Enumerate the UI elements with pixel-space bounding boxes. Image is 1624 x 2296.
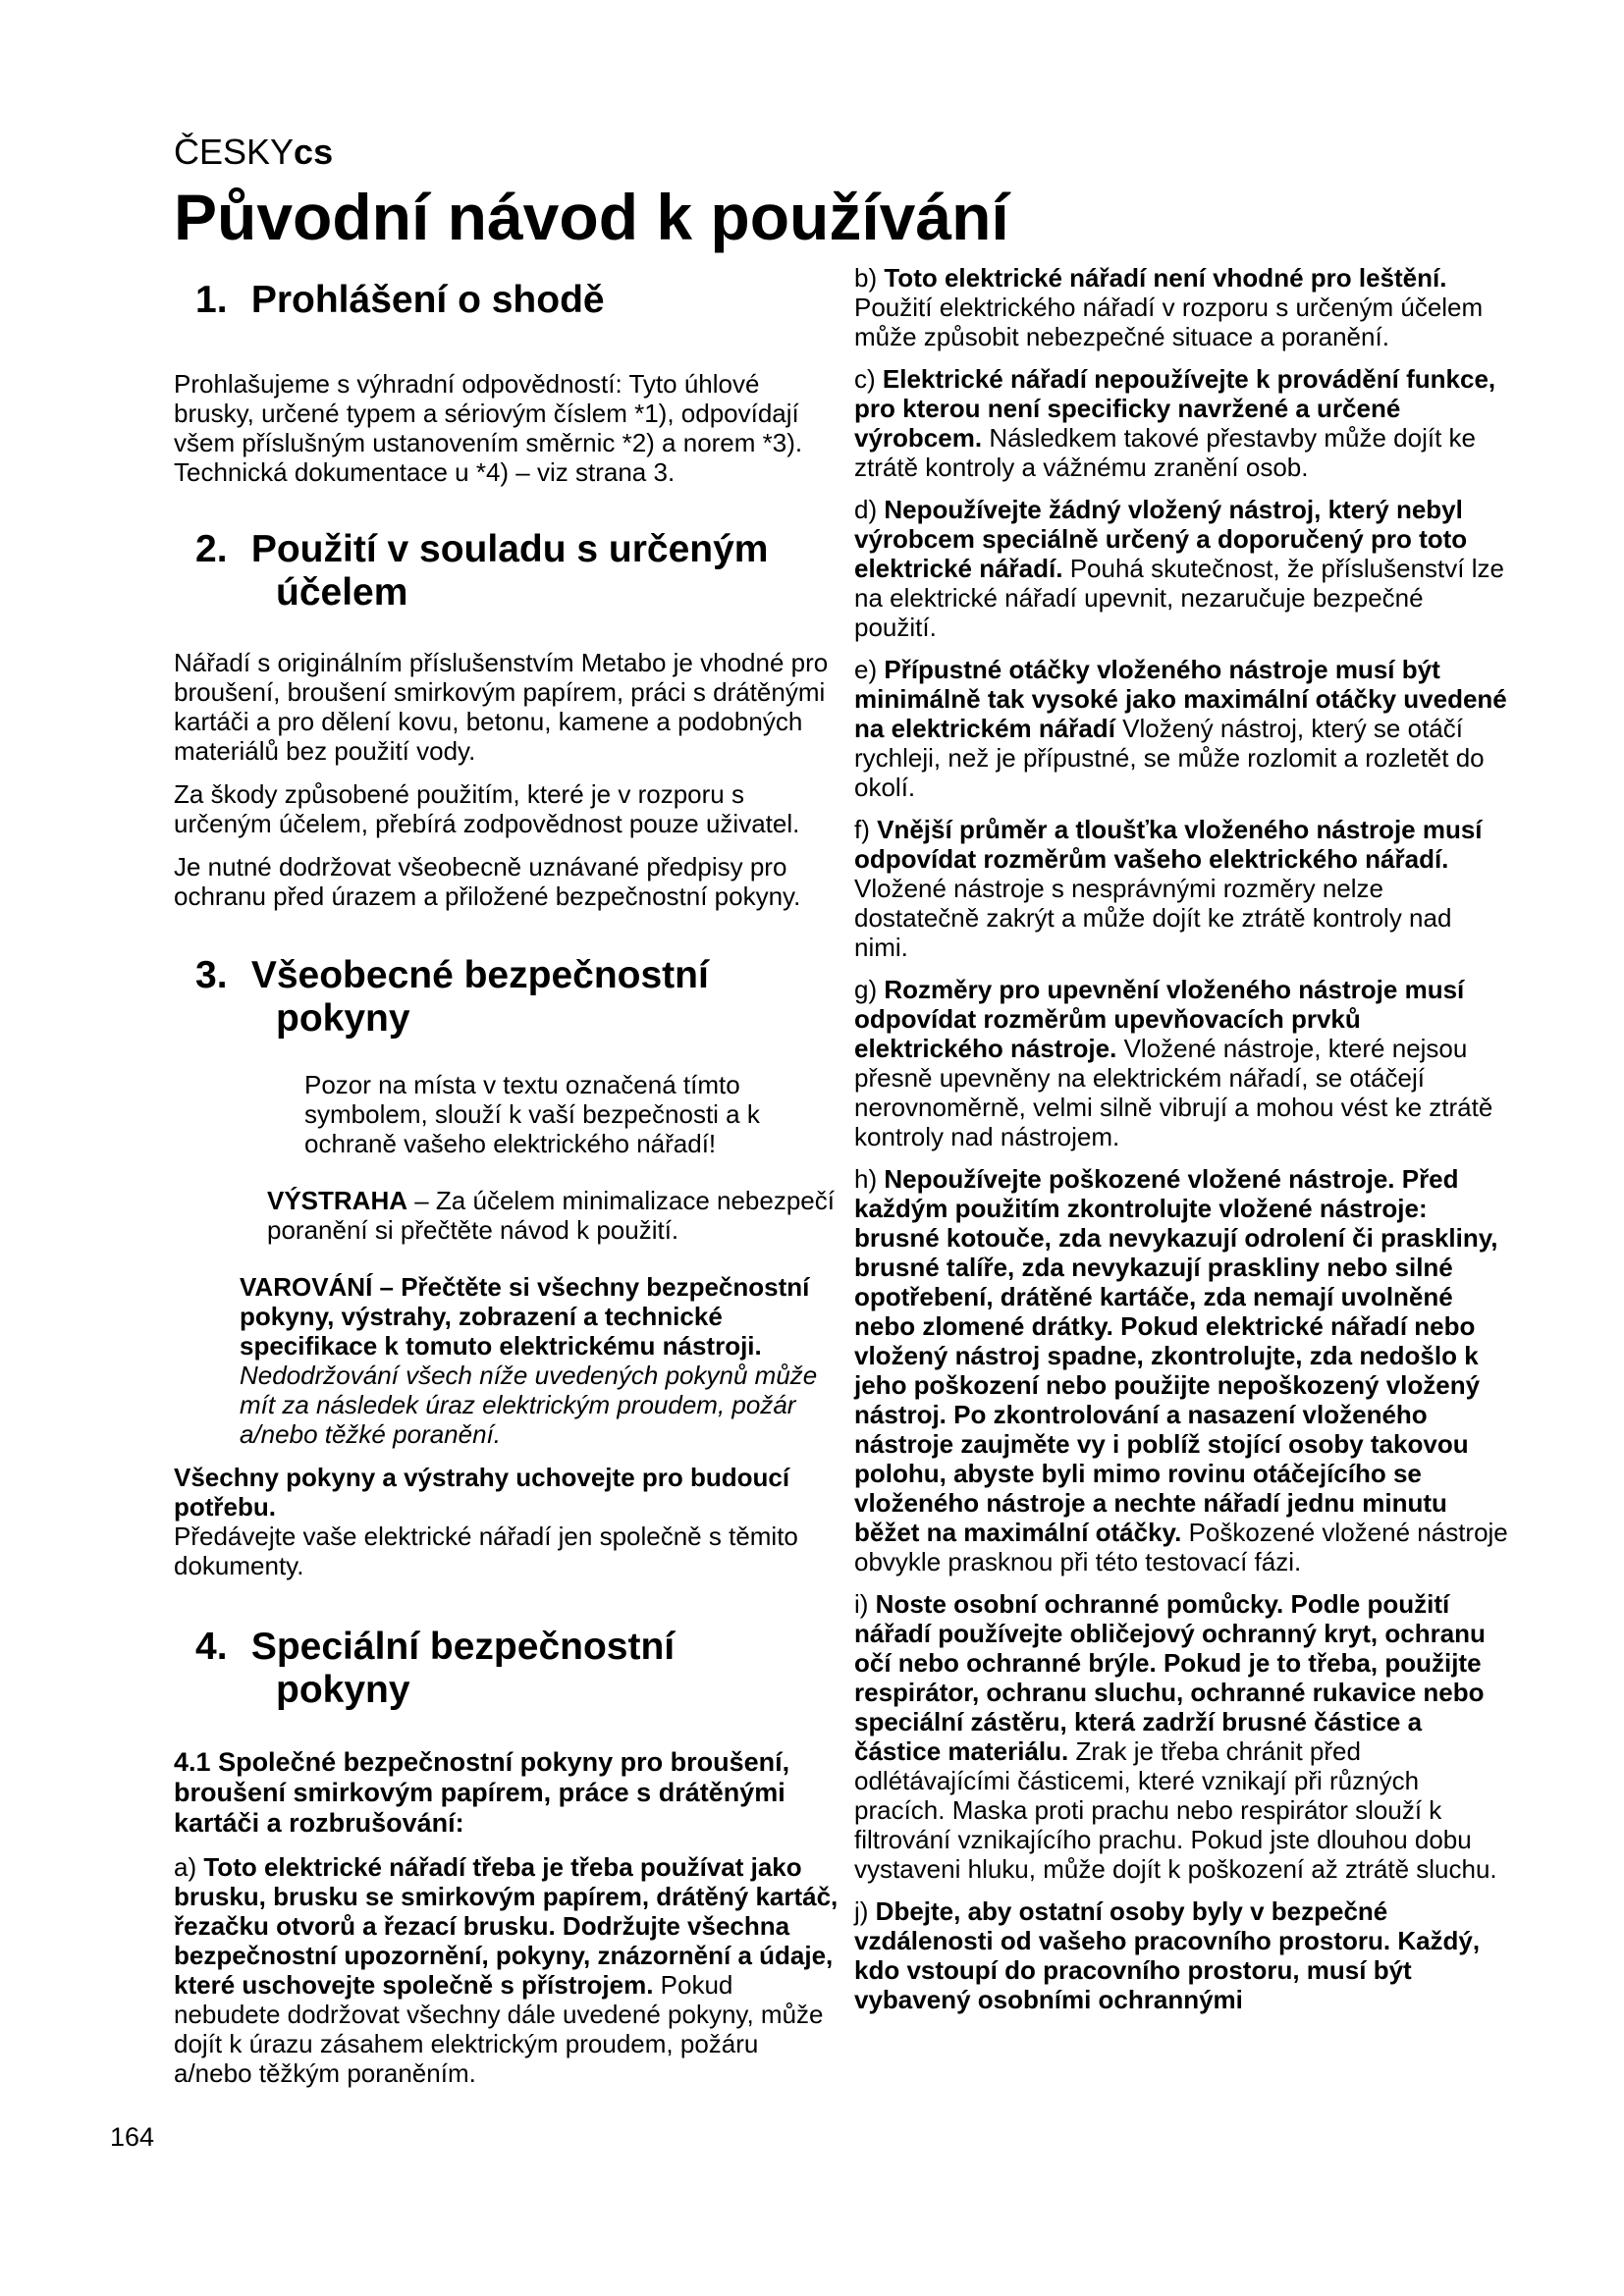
safety-item-j: j) Dbejte, aby ostatní osoby byly v bezpečné vzdálenosti od vašeho pracovního prostoru. Každý, kdo vstoupí do pracovního prostoru, musí být vybavený osobními ochrannými: [854, 1896, 1481, 2014]
varovani-warning: VAROVÁNÍ – Přečtěte si všechny bezpečnostní pokyny, výstrahy, zobrazení a technické specifikace k tomuto elektrickému nástroji. Nedodržování všech níže uvedených pokynů může mít za následek úraz elektrickým proudem, požár a/nebo těžké poranění.: [240, 1272, 818, 1449]
safety-item-h: h) Nepoužívejte poškozené vložené nástroje. Před každým použitím zkontrolujte vložené nástroje: brusné kotouče, zda nevykazují odrolení či praskliny, brusné talíře, zda nevykazují praskliny nebo silné opotřebení, drátěné kartáče, zda nemají uvolněné nebo zlomené drátky. Pokud elektrické nářadí nebo vložený nástroj spadne, zkontrolujte, zda nedošlo k jeho poškození nebo použijte nepoškozený vložený nástroj. Po zkontrolování a nasazení vloženého nástroje zaujměte vy i poblíž stojící osoby takovou polohu, abyste byli mimo rovinu otáčejícího se vloženého nástroje a nechte nářadí jednu minutu běžet na maximální otáčky. Poškozené vložené nástroje obvykle prasknou při této testovací fázi.: [854, 1164, 1508, 1576]
section-1-heading: 1. Prohlášení o shodě: [195, 279, 605, 321]
safety-item-e: e) Přípustné otáčky vloženého nástroje musí být minimálně tak vysoké jako maximální otáčky uvedené na elektrickém nářadí Vložený nástroj, který se otáčí rychleji, než je přípustné, se může rozlomit a rozletět do okolí.: [854, 655, 1507, 802]
keep-instructions: Všechny pokyny a výstrahy uchovejte pro budoucí potřebu. Předávejte vaše elektrické nářadí jen společně s těmito dokumenty.: [174, 1463, 798, 1580]
language-name: ČESKY: [174, 132, 295, 172]
section-2-paragraph-2: Za škody způsobené použitím, které je v rozporu s určeným účelem, přebírá zodpovědnost pouze uživatel.: [174, 779, 800, 838]
left-column: [174, 265, 841, 2088]
language-code: cs: [294, 132, 334, 172]
page-number: 164: [110, 2122, 155, 2152]
safety-item-b: b) Toto elektrické nářadí není vhodné pro leštění. Použití elektrického nářadí v rozporu s určeným účelem může způsobit nebezpečné situace a poranění.: [854, 263, 1484, 351]
right-column: [854, 263, 1512, 2027]
safety-item-a: a) Toto elektrické nářadí třeba je třeba používat jako brusku, brusku se smirkovým papírem, drátěný kartáč, řezačku otvorů a řezací brusku. Dodržujte všechna bezpečnostní upozornění, pokyny, znázornění a údaje, které uschovejte společně s přístrojem. Pokud nebudete dodržovat všechny dále uvedené pokyny, může dojít k úrazu zásahem elektrickým proudem, požáru a/nebo těžkým poraněním.: [174, 1852, 839, 2088]
safety-item-d: d) Nepoužívejte žádný vložený nástroj, který nebyl výrobcem speciálně určený a doporučený pro toto elektrické nářadí. Pouhá skutečnost, že příslušenství lze na elektrické nářadí upevnit, nezaručuje bezpečné použití.: [854, 495, 1504, 642]
language-label: [174, 132, 333, 173]
vystraha-note: VÝSTRAHA – Za účelem minimalizace nebezpečí poranění si přečtěte návod k použití.: [267, 1186, 835, 1245]
subsection-4-1-heading: 4.1 Společné bezpečnostní pokyny pro broušení, broušení smirkovým papírem, práce s drátěnými kartáči a rozbrušování:: [174, 1747, 790, 1838]
safety-item-i: i) Noste osobní ochranné pomůcky. Podle použití nářadí používejte obličejový ochranný kryt, ochranu očí nebo ochranné brýle. Pokud je to třeba, použijte respirátor, ochranu sluchu, ochranné rukavice nebo speciální zástěru, která zadrží brusné částice a částice materiálu. Zrak je třeba chránit před odlétávajícími částicemi, které vznikají při různých pracích. Maska proti prachu nebo respirátor slouží k filtrování vznikajícího prachu. Pokud jste dlouhou dobu vystaveni hluku, může dojít k poškození až ztrátě sluchu.: [854, 1589, 1497, 1884]
safety-item-g: g) Rozměry pro upevnění vloženého nástroje musí odpovídat rozměrům upevňovacích prvků elektrického nástroje. Vložené nástroje, které nejsou přesně upevněny na elektrickém nářadí, se otáčejí nerovnoměrně, velmi silně vibrují a mohou vést ke ztrátě kontroly nad nástrojem.: [854, 975, 1493, 1151]
document-title: Původní návod k používání: [174, 181, 1009, 253]
safety-item-c: c) Elektrické nářadí nepoužívejte k provádění funkce, pro kterou není specificky navržené a určené výrobcem. Následkem takové přestavby může dojít ke ztrátě kontroly a vážnému zranění osob.: [854, 364, 1496, 482]
section-3-heading: 3. Všeobecné bezpečnostní pokyny: [195, 954, 709, 1040]
section-2-paragraph-1: Nářadí s originálním příslušenstvím Metabo je vhodné pro broušení, broušení smirkovým papírem, práci s drátěnými kartáči a pro dělení kovu, betonu, kamene a podobných materiálů bez použití vody.: [174, 648, 829, 766]
section-4-heading: 4. Speciální bezpečnostní pokyny: [195, 1626, 676, 1711]
section-2-paragraph-3: Je nutné dodržovat všeobecně uznávané předpisy pro ochranu před úrazem a přiložené bezpečnostní pokyny.: [174, 852, 801, 911]
section-1-text: Prohlašujeme s výhradní odpovědností: Tyto úhlové brusky, určené typem a sériovým číslem *1), odpovídají všem příslušným ustanovením směrnic *2) a norem *3). Technická dokumentace u *4) – viz strana 3.: [174, 369, 803, 487]
safety-symbol-note: Pozor na místa v textu označená tímto symbolem, slouží k vaší bezpečnosti a k ochraně vašeho elektrického nářadí!: [304, 1070, 760, 1158]
safety-item-f: f) Vnější průměr a tloušťka vloženého nástroje musí odpovídat rozměrům vašeho elektrického nářadí. Vložené nástroje s nesprávnými rozměry nelze dostatečně zakrýt a může dojít ke ztrátě kontroly nad nimi.: [854, 815, 1483, 962]
section-2-heading: 2. Použití v souladu s určeným účelem: [195, 528, 769, 614]
